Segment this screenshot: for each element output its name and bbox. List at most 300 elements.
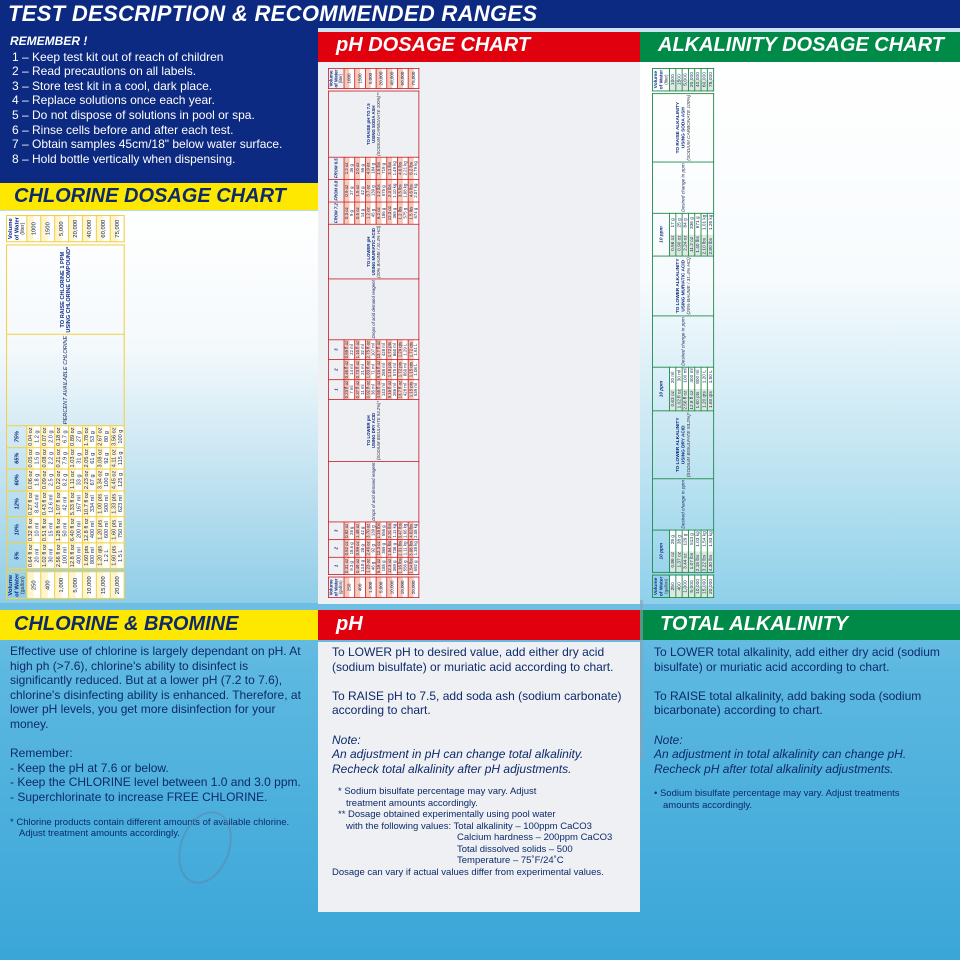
from-ph-header: FROM 7.2 <box>328 202 344 224</box>
remember-tip: - Keep the CHLORINE level between 1.0 and 3.0 ppm. <box>10 775 301 790</box>
dose-cell: 2.75 fl oz 107 ml <box>365 340 376 359</box>
dose-cell: 3.22 lbs 1.54 kg <box>701 531 707 572</box>
section-title: TO LOWER ALKALINITY USING MURIATIC ACID (20% BAUME / 31.4% HCl) <box>652 256 713 316</box>
volume-liter-cell: 20,000 <box>688 68 694 90</box>
volume-gallon-cell: 400 <box>41 572 55 599</box>
volume-liter-cell: 60,000 <box>701 68 707 90</box>
section-title: TO LOWER pH USING MURIATIC ACID (20% BAUME / 31.4% HCl) <box>328 224 418 279</box>
dose-cell: 12.3 oz 369 g <box>387 202 398 224</box>
volume-liter-cell: 40,000 <box>387 68 398 88</box>
spacer <box>408 89 419 91</box>
volume-liter-cell: 1500 <box>676 68 682 90</box>
spacer <box>365 89 376 91</box>
dose-cell: 0.99 oz 28 g <box>355 541 366 556</box>
dose-cell: 0.92 fl oz 36 ml <box>365 380 376 399</box>
ppm-header: 10 ppm <box>652 367 669 411</box>
volume-gallon-cell: 20,000 <box>110 572 124 599</box>
section-title: TO LOWER ALKALINITY USING DRY ACID (SODIUM BISULFATE 93.2%)* <box>652 411 713 479</box>
ph-lower-text: To LOWER pH to desired value, add either dry acid (sodium bisulfate) or muriatic acid according to chart. <box>332 645 614 674</box>
header-cell <box>652 91 669 94</box>
remember-tip: - Keep the pH at 7.6 or below. <box>10 760 169 775</box>
dose-cell: 0.43 fl oz 12.6 ml <box>41 492 55 516</box>
dose-cell: 2.10 lbs 1.01 kg <box>701 214 707 255</box>
ph-note-title: Note: <box>332 732 361 747</box>
dose-cell: 1.48 oz 42 g <box>355 523 366 538</box>
chlorine-paragraph: Effective use of chlorine is largely dependant on pH. At high ph (>7.6), chlorine's ability to disinfect is significantly reduced. But at a lower pH (7.2 to 7.6), chlorine's disinfecting ability is enhanced. Therefore, at lower pH levels, you get more disinfection for your money. <box>10 644 301 731</box>
chlorine-chart-area <box>0 211 318 603</box>
ph-note-line: An adjustment in pH can change total alkalinity. <box>332 747 584 762</box>
remember-item: 7 – Obtain samples 45cm/18" below water surface. <box>12 137 283 152</box>
spacer <box>41 569 55 572</box>
spacer <box>408 575 419 577</box>
dose-cell: 0.27 fl oz 8.44 ml <box>27 492 41 516</box>
dose-cell: 0.73 fl oz 21 ml <box>355 360 366 379</box>
dose-cell: 1.2 oz 36 g <box>344 157 355 179</box>
dose-cell: 2.80 lbs 1.26 kg <box>707 214 714 255</box>
dose-cell: 4.30 lbs 1.93 kg <box>707 531 714 572</box>
volume-liter-cell: 40,000 <box>695 68 701 90</box>
volume-gallon-cell: 10,000 <box>387 577 398 597</box>
dose-cell: 12.3 oz 369 g <box>376 541 387 556</box>
ph-chart-area <box>318 62 640 604</box>
volume-liter-cell: 75,000 <box>707 68 713 90</box>
footnote-line: • Sodium bisulfate percentage may vary. Adjust treatments <box>654 788 900 800</box>
dose-cell: 3.08 oz 92 g <box>96 449 110 468</box>
dose-cell: 2.31 lbs 1.11 kg <box>387 523 398 539</box>
dose-cell: 2.46 oz 92 g <box>365 541 376 556</box>
spacer <box>387 89 398 91</box>
ppm-header: 10 ppm <box>652 213 669 256</box>
volume-gallon-cell: 400 <box>676 575 682 597</box>
reagent-subheader: Drops of acid demand reagent <box>328 279 418 340</box>
ppm-subheader: Desired change in ppm <box>652 162 713 213</box>
spacer <box>27 242 41 245</box>
alkalinity-chart-area <box>640 62 960 604</box>
ph-raise-text: To RAISE pH to 7.5, add soda ash (sodium carbonate) according to chart. <box>332 688 622 718</box>
dose-cell: 12.8 fl oz 400 ml <box>69 544 82 568</box>
remember-item: 6 – Rinse cells before and after each test. <box>12 122 234 137</box>
dose-cell: 3.56 oz 100 g <box>110 427 124 446</box>
volume-liter-cell: 75,000 <box>110 215 124 242</box>
dose-cell: 1.2 lbs 575 g <box>376 180 387 202</box>
spacer <box>397 575 408 577</box>
dose-cell: 6.2 oz 186 g <box>376 202 387 224</box>
dose-cell: 2.67 oz 80 g <box>96 427 110 446</box>
ph-info-text <box>318 642 640 912</box>
remember-label: Remember: <box>10 746 73 761</box>
dose-cell: 0.3 oz 9 g <box>344 202 355 224</box>
dose-cell: 0.90 oz 25 g <box>676 213 682 256</box>
spacer <box>110 242 124 245</box>
dose-cell: 0.05 oz 1.5 g <box>27 449 41 468</box>
dose-cell: 1.72 pts 860 ml <box>387 340 398 360</box>
dose-cell: 1.2 lbs 575 g <box>397 202 408 224</box>
dose-cell: 0.69 fl oz 22 ml <box>344 340 355 359</box>
spacer <box>344 575 355 577</box>
volume-liter-cell: 1000 <box>344 68 355 88</box>
volume-gallon-header: Volume of Water (gallon) <box>7 573 26 597</box>
alkalinity-info-title: TOTAL ALKALINITY <box>640 610 960 640</box>
section-title: TO RAISE ALKALINITY USING SODA ASH (SODIUM CARBONATE 100%) <box>652 93 713 161</box>
alk-note-line: Recheck pH after total alkalinity adjustments. <box>654 761 894 776</box>
alk-lower-text: To LOWER total alkalinity, add either dry acid (sodium bisulfate) or muriatic acid according to chart. <box>654 645 940 674</box>
from-ph-header: FROM 6.8 <box>328 180 344 202</box>
dose-cell: 2.3 lbs 1.10 kg <box>387 180 398 202</box>
dose-cell: 6.16 oz 185 g <box>376 558 387 574</box>
alk-note-line: An adjustment in total alkalinity can change pH. <box>654 747 907 762</box>
dose-cell: 3.34 oz 100 g <box>96 470 110 490</box>
percent-header: 10% <box>7 517 27 543</box>
reagent-drops-header: 1 <box>328 380 344 400</box>
spacer <box>707 573 713 576</box>
ph-chart-title: pH DOSAGE CHART <box>318 32 640 62</box>
dose-cell: 1.00 pts 500 ml <box>96 491 110 517</box>
remember-item: 8 – Hold bottle vertically when dispensing. <box>12 151 236 166</box>
dose-cell: 1.10 fl oz 32 ml <box>355 340 366 359</box>
dose-cell: 0.49 oz 13.8 g <box>355 558 366 574</box>
dose-cell: 1.11 oz 33 g <box>69 470 82 489</box>
dose-cell: 1.60 pts 750 ml <box>110 517 124 543</box>
volume-liter-cell: 1500 <box>41 215 55 242</box>
volume-gallon-cell: 20,000 <box>707 575 713 597</box>
dose-cell: 9.16 fl oz 286 ml <box>387 380 398 399</box>
footnote-line: amounts accordingly. <box>663 799 753 811</box>
dose-cell: 3.44 oz 129 g <box>682 530 688 573</box>
dose-cell: 12.3 oz 369 g <box>387 558 398 574</box>
reagent-drops-header: 2 <box>328 540 344 558</box>
dose-cell: 1.02 fl oz 30 ml <box>676 367 682 411</box>
reagent-drops-header: 2 <box>328 360 344 380</box>
spacer <box>344 89 355 91</box>
dose-cell: 5.33 fl oz 167 ml <box>69 492 82 516</box>
volume-liter-cell: 1000 <box>670 68 676 90</box>
remember-item: 2 – Read precautions on all labels. <box>12 64 197 79</box>
dose-cell: 2.0 oz 56 g <box>355 157 366 179</box>
dose-cell: 0.9 oz 27 g <box>344 180 355 202</box>
volume-gallon-cell: 10,000 <box>82 572 96 599</box>
dose-cell: 0.46 fl oz 14 ml <box>344 360 355 379</box>
spacer <box>41 242 55 245</box>
dose-cell: 4.58 fl oz 143 ml <box>376 380 387 399</box>
chlorine-chart-title: CHLORINE DOSAGE CHART <box>0 180 318 210</box>
volume-gallon-cell: 1,000 <box>365 577 376 597</box>
dose-cell: 2.23 oz 67 g <box>83 470 96 490</box>
reagent-subheader: Drops of acid demand reagent <box>328 461 418 522</box>
dose-cell: 12.8 fl oz 400 ml <box>688 368 695 410</box>
dose-cell: 1.2 oz 45 g <box>365 202 376 224</box>
dose-cell: 3.5 lbs 1.68 kg <box>397 180 408 202</box>
dose-cell: 1.03 oz 31 g <box>69 449 82 468</box>
dose-cell: 1.60 pts 1.5 L <box>110 543 124 569</box>
dose-cell: 0.92 oz 28 g <box>344 523 355 538</box>
dose-cell: 0.86 oz 26 g <box>670 530 676 573</box>
volume-gallon-cell: 15,000 <box>96 572 110 599</box>
percent-subheader: PERCENT AVAILABLE CHLORINE <box>7 334 125 426</box>
volume-gallon-cell: 20,000 <box>408 577 419 597</box>
header-cell <box>328 575 344 577</box>
ph-table-rotated <box>328 68 419 598</box>
volume-gallon-cell: 5,000 <box>376 577 387 597</box>
dose-cell: 1.20 qts 1.20 L <box>701 367 707 411</box>
dose-cell: 0.04 oz 1.2 g <box>27 427 41 446</box>
dose-cell: 3.70 oz 139 g <box>365 523 376 538</box>
footnote-line: ** Dosage obtained experimentally using pool water <box>338 809 556 821</box>
dose-cell: 6.2 lbs 2.79 kg <box>408 157 419 179</box>
dose-cell: 1.33 pts 623 ml <box>110 491 124 517</box>
volume-gallon-cell: 5,000 <box>69 572 83 599</box>
dose-cell: 1.37 oz 38 g <box>676 530 682 573</box>
dose-cell: 0.56 oz 17 g <box>670 213 676 256</box>
percent-header: 12% <box>7 491 27 517</box>
ppm-header: 10 ppm <box>652 530 669 573</box>
spacer <box>96 569 110 572</box>
percent-header: 65% <box>7 447 27 469</box>
volume-liter-cell: 1000 <box>27 215 41 242</box>
volume-gallon-header: Volume of Water (gallon) <box>652 576 669 597</box>
dose-cell: 4.6 lbs 2.21 kg <box>397 157 408 179</box>
spacer <box>82 242 96 245</box>
volume-gallon-cell: 5,000 <box>688 575 694 597</box>
volume-gallon-cell: 250 <box>27 572 41 599</box>
section-title: TO LOWER pH USING DRY ACID (SODIUM BISULFATE 93.2%)* <box>328 400 418 462</box>
dose-cell: 1.16 lbs 556 g <box>376 523 387 539</box>
dose-cell: 1.28 fl oz 50 ml <box>55 518 69 542</box>
spacer <box>69 569 83 572</box>
chlorine-dosage-table <box>6 215 125 599</box>
volume-liter-cell: 20,000 <box>69 215 83 242</box>
dose-cell: 1.20 qts 1.2 L <box>96 543 110 569</box>
dose-cell: 1.16 lbs 556 g <box>397 558 408 574</box>
remember-box <box>0 28 318 180</box>
chlorine-bromine-title: CHLORINE & BROMINE <box>0 610 318 640</box>
dose-cell: 2.56 fl oz 100 ml <box>682 368 688 410</box>
dose-cell: 1.5 oz 42 g <box>355 180 366 202</box>
dose-cell: 4.9 oz 184 g <box>365 157 376 179</box>
spacer <box>355 575 366 577</box>
dose-cell: 0.32 fl oz 10 ml <box>27 518 41 542</box>
footnote-line: Temperature – 75˚F/24˚C <box>457 855 564 867</box>
footnote-line: with the following values: Total alkalinity – 100ppm CaCO3 <box>346 820 592 832</box>
dose-cell: 4.62lbs 2.08 kg <box>408 523 419 538</box>
dose-cell: 2.31 lbs 1.11 kg <box>397 540 408 556</box>
spacer <box>376 89 387 91</box>
spacer <box>82 569 96 572</box>
section-title: TO RAISE pH TO 7.5 USING SODA ASH (SODIUM CARBONATE 100%)** <box>328 91 418 157</box>
dose-cell: 1.5 lbs 674 g <box>408 202 419 224</box>
dose-cell: 2.05 oz 61 g <box>83 449 96 468</box>
alk-footnote <box>654 788 946 811</box>
dose-cell: 0.51 fl oz 15 ml <box>41 518 55 542</box>
spacer <box>387 575 398 577</box>
dose-cell: 1.60 pts 800 ml <box>695 367 701 411</box>
dose-cell: 1.54 lbs 738 g <box>387 540 398 556</box>
dose-cell: 0.31 oz 9.3 g <box>344 558 355 574</box>
dose-cell: 1.02 fl oz 30 ml <box>41 544 55 568</box>
volume-gallon-cell: 15,000 <box>397 577 408 597</box>
alkalinity-dosage-table <box>652 68 714 598</box>
dose-cell: 2.24 oz 84 g <box>682 213 688 256</box>
dose-cell: 2.56 fl oz 100 ml <box>55 544 69 568</box>
dose-cell: 1.15 qts 1.08 L <box>408 360 419 380</box>
dose-cell: 0.37 fl oz 11 ml <box>355 380 366 399</box>
dose-cell: 13.7 fl oz 428 ml <box>397 380 408 399</box>
dose-cell: 0.07 oz 2.0 g <box>41 427 55 446</box>
dose-cell: 1.60 pts 800 ml <box>82 543 96 569</box>
remember-item: 4 – Replace solutions once each year. <box>12 93 215 108</box>
ph-note-line: Recheck total alkalinity after pH adjustments. <box>332 761 572 776</box>
header-cell <box>7 242 27 245</box>
dose-cell: 12.8 fl oz 400 ml <box>83 518 96 542</box>
dose-cell: 1.54 lbs 692 g <box>408 558 419 574</box>
reagent-drops-header: 1 <box>328 557 344 575</box>
footnote-line: * Chlorine products contain different amounts of available chlorine. <box>10 816 290 828</box>
dose-cell: 4.11 oz 115 g <box>110 449 124 468</box>
dose-cell: 0.22 oz 8.2 g <box>55 470 69 490</box>
dose-cell: 1.72 qts 1.61 L <box>408 340 419 360</box>
volume-gallon-cell: 10,000 <box>695 575 701 597</box>
ppm-subheader: Desired change in ppm <box>652 479 713 530</box>
dose-cell: 1.78 oz 53 g <box>83 427 96 446</box>
dose-cell: 1.23 oz 46 g <box>365 558 376 574</box>
volume-gallon-header: Volume of Water (gallon) <box>328 578 344 597</box>
ph-dosage-table <box>328 68 419 598</box>
dose-cell: 3.7 oz 139 g <box>365 180 376 202</box>
spacer <box>110 569 124 572</box>
dose-cell: 0.23 fl oz 7 ml <box>344 380 355 399</box>
chlorine-footnote <box>10 817 308 840</box>
footnote-line: Dosage can vary if actual values differ from experimental values. <box>332 866 604 878</box>
dose-cell: 1.72 pts 860 ml <box>397 360 408 380</box>
volume-gallon-cell: 1,000 <box>682 575 688 597</box>
dose-cell: 3.1 lbs 1.49 kg <box>387 157 398 179</box>
alkalinity-table-rotated <box>652 68 714 598</box>
footnote-line: Adjust treatment amounts accordingly. <box>19 828 180 840</box>
spacer <box>397 89 408 91</box>
alkalinity-info-text <box>640 642 960 960</box>
remember-tip: - Superchlorinate to increase FREE CHLORINE. <box>10 789 268 804</box>
spacer <box>55 569 69 572</box>
spacer <box>55 242 69 245</box>
ppm-subheader: Desired change in ppm <box>652 316 713 367</box>
reagent-drops-header: 3 <box>328 340 344 360</box>
dose-cell: 2.15 lbs 1.03 kg <box>695 531 701 572</box>
header-cell <box>328 89 344 91</box>
dose-cell: 4.6 lbs 2.07 kg <box>408 180 419 202</box>
footnote-line: treatment amounts accordingly. <box>346 797 478 809</box>
from-ph-header: FROM 6.5 <box>328 157 344 179</box>
page-title: TEST DESCRIPTION & RECOMMENDED RANGES <box>0 0 960 28</box>
dose-cell: 0.06 oz 1.8 g <box>27 470 41 490</box>
percent-header: 75% <box>7 426 27 448</box>
ph-footnotes <box>332 786 626 878</box>
footnote-line: * Sodium bisulfate percentage may vary. Adjust <box>338 786 537 798</box>
dose-cell: 0.62 oz 18.6 g <box>344 541 355 556</box>
volume-gallon-cell: 400 <box>355 577 366 597</box>
ph-info-title: pH <box>318 610 640 640</box>
percent-header: 5% <box>7 543 27 569</box>
dose-cell: 0.18 oz 6.7 g <box>55 427 69 446</box>
reagent-drops-header: 3 <box>328 522 344 540</box>
dose-cell: 0.89 oz 27 g <box>69 427 82 446</box>
spacer <box>27 569 41 572</box>
volume-liter-header: Volume of Water (liter) <box>7 217 26 241</box>
spacer <box>707 91 713 94</box>
volume-liter-cell: 60,000 <box>397 68 408 88</box>
dose-cell: 1.15 pts 539 ml <box>408 380 419 400</box>
spacer <box>376 575 387 577</box>
volume-liter-cell: 5,000 <box>365 68 376 88</box>
dose-cell: 11.2 oz 336 g <box>688 213 694 256</box>
dose-cell: 0.09 oz 2.5 g <box>41 470 55 490</box>
footnote-line: Total dissolved solids – 500 <box>457 843 573 855</box>
section-title: TO RAISE CHLORINE 1 PPM USING CHLORINE COMPOUND* <box>7 245 125 334</box>
dose-cell: 0.64 fl oz 20 ml <box>27 544 41 568</box>
remember-item: 1 – Keep test kit out of reach of children <box>12 49 224 64</box>
spacer <box>355 89 366 91</box>
volume-gallon-cell: 250 <box>344 577 355 597</box>
volume-liter-header: Volume of Water (liter) <box>328 69 344 88</box>
dose-cell: 1.5 lbs 719 g <box>376 157 387 179</box>
remember-item: 5 – Do not dispose of solutions in pool or spa. <box>12 107 255 122</box>
volume-gallon-cell: 250 <box>670 575 676 597</box>
volume-gallon-cell: 1,000 <box>55 572 69 599</box>
volume-liter-cell: 40,000 <box>82 215 96 242</box>
dose-cell: 9.16 fl oz 286 ml <box>376 360 387 379</box>
header-cell <box>652 573 669 576</box>
spacer <box>365 575 376 577</box>
volume-liter-cell: 5,000 <box>55 215 69 242</box>
dose-cell: 1.29 qts 1.29 L <box>397 340 408 360</box>
alk-note-title: Note: <box>654 732 683 747</box>
dose-cell: 4.45 oz 125 g <box>110 470 124 490</box>
alk-raise-text: To RAISE total alkalinity, add baking soda (sodium bicarbonate) according to chart. <box>654 688 922 718</box>
remember-item: 3 – Store test kit in a cool, dark place. <box>12 78 213 93</box>
dose-cell: 1.07 fl oz 42 ml <box>55 492 69 516</box>
spacer <box>69 242 83 245</box>
chlorine-bromine-text <box>0 642 318 960</box>
dose-cell: 3.47 lbs 1.66 kg <box>397 523 408 539</box>
dose-cell: 0.21 oz 7.9 g <box>55 449 69 468</box>
dose-cell: 6.40 fl oz 200 ml <box>69 518 82 542</box>
dose-cell: 1.15 pts 575 ml <box>387 360 398 380</box>
volume-liter-cell: 20,000 <box>376 68 387 88</box>
alkalinity-chart-title: ALKALINITY DOSAGE CHART <box>640 32 960 62</box>
dose-cell: 1.40 lbs 671 g <box>695 213 701 256</box>
footnote-line: Calcium hardness – 200ppm CaCO3 <box>457 832 613 844</box>
volume-gallon-cell: 15,000 <box>701 575 707 597</box>
volume-liter-cell: 5,000 <box>682 68 688 90</box>
percent-header: 60% <box>7 469 27 491</box>
volume-liter-cell: 60,000 <box>96 215 110 242</box>
dose-cell: 1.07 lbs 513 g <box>688 530 694 573</box>
volume-liter-cell: 75,000 <box>408 68 419 88</box>
header-cell <box>7 569 27 572</box>
spacer <box>96 242 110 245</box>
dose-cell: 1.60 qts 1.50 L <box>707 367 713 411</box>
dose-cell: 0.5 oz 14 g <box>355 202 366 224</box>
dose-cell: 1.20 pts 600 ml <box>96 517 110 543</box>
chlorine-table-rotated <box>6 215 125 599</box>
volume-liter-header: Volume of Water (liter) <box>652 69 669 90</box>
dose-cell: 0.08 oz 2.2 g <box>41 449 55 468</box>
dose-cell: 0.63 oz 20 ml <box>670 367 676 411</box>
dose-cell: 13.7 fl oz 428 ml <box>376 340 387 359</box>
volume-liter-cell: 1500 <box>355 68 366 88</box>
dose-cell: 1.83 fl oz 71 ml <box>365 360 376 379</box>
dose-cell: 3.08 lbs 1.38 kg <box>408 540 419 556</box>
dose-cell: 10.7 fl oz 334 ml <box>83 492 96 516</box>
remember-title: REMEMBER ! <box>10 34 88 48</box>
